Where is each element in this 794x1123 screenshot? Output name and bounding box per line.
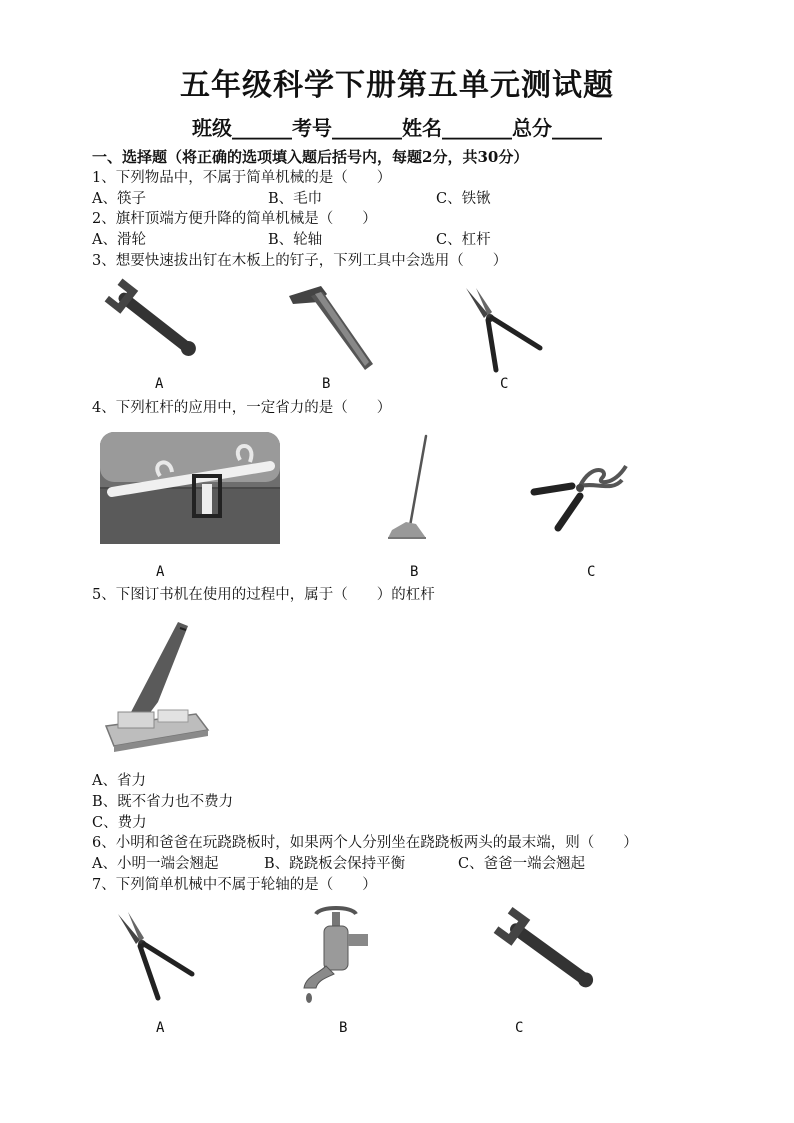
question-7-stem: 7、下列简单机械中不属于轮轴的是（ ）: [92, 877, 377, 893]
q2-option-c: C、杠杆: [436, 232, 491, 248]
page-title: 五年级科学下册第五单元测试题: [180, 68, 614, 103]
q5-option-a: A、省力: [92, 773, 146, 789]
q6-option-c: C、爸爸一端会翘起: [458, 856, 586, 872]
student-info-line: 班级______考号_______姓名_______总分_____: [192, 116, 602, 140]
q1-option-a: A、筷子: [92, 191, 146, 207]
q4-caption-a: A: [156, 564, 165, 580]
q4-caption-c: C: [587, 564, 596, 580]
question-2-stem: 2、旗杆顶端方便升降的简单机械是（ ）: [92, 211, 377, 227]
seesaw-photo: [100, 432, 280, 544]
q2-option-b: B、轮轴: [268, 232, 323, 248]
stapler-icon: [100, 618, 212, 754]
q7-caption-a: A: [156, 1020, 165, 1036]
q2-option-a: A、滑轮: [92, 232, 146, 248]
q3-caption-c: C: [500, 376, 509, 392]
q4-caption-b: B: [410, 564, 419, 580]
q1-option-b: B、毛巾: [268, 191, 323, 207]
hammer-icon: [285, 282, 380, 372]
question-1-stem: 1、下列物品中，不属于简单机械的是（ ）: [92, 170, 392, 186]
q5-option-b: B、既不省力也不费力: [92, 794, 234, 810]
q7-caption-b: B: [339, 1020, 348, 1036]
wrench-icon: [490, 906, 610, 1002]
question-5-stem: 5、下图订书机在使用的过程中，属于（ ）的杠杆: [92, 587, 435, 603]
question-4-stem: 4、下列杠杆的应用中，一定省力的是（ ）: [92, 400, 392, 416]
shears-icon: [112, 908, 202, 1004]
question-3-stem: 3、想要快速拔出钉在木板上的钉子，下列工具中会选用（ ）: [92, 253, 508, 269]
nutcracker-icon: [530, 456, 640, 536]
q6-option-b: B、跷跷板会保持平衡: [264, 856, 406, 872]
question-6-stem: 6、小明和爸爸在玩跷跷板时，如果两个人分别坐在跷跷板两头的最末端，则（ ）: [92, 835, 638, 851]
section-heading: 一、选择题（将正确的选项填入题后括号内，每题2分，共30分）: [92, 148, 529, 166]
faucet-icon: [296, 904, 376, 1008]
q3-caption-a: A: [155, 376, 164, 392]
broom-icon: [380, 434, 440, 546]
q1-option-c: C、铁锹: [436, 191, 491, 207]
q3-caption-b: B: [322, 376, 331, 392]
q7-caption-c: C: [515, 1020, 524, 1036]
wrench-icon: [100, 278, 210, 368]
q5-option-c: C、费力: [92, 815, 147, 831]
q6-option-a: A、小明一端会翘起: [92, 856, 219, 872]
shears-icon: [462, 284, 552, 374]
